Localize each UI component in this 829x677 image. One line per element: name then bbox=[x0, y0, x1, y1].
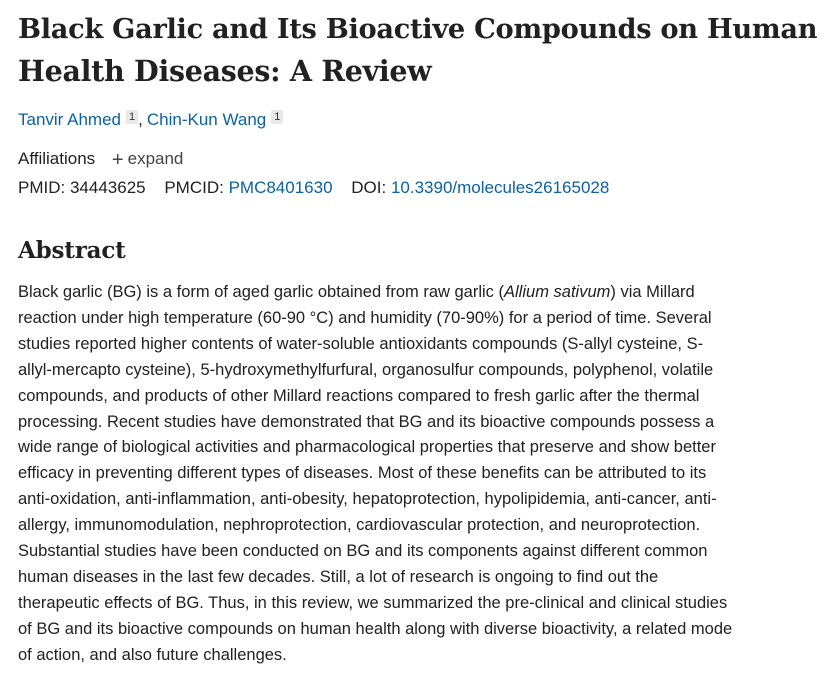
affiliations-row bbox=[18, 147, 183, 171]
abstract-text bbox=[18, 280, 818, 669]
abstract-line: of action, and also future challenges. bbox=[18, 645, 287, 664]
article-identifiers bbox=[18, 176, 609, 200]
abstract-heading: Abstract bbox=[18, 237, 126, 264]
pmid-value: 34443625 bbox=[69, 178, 146, 197]
abstract-line: reaction under high temperature (60-90 °C) and humidity (70-90%) for a period of time. Several bbox=[18, 308, 712, 327]
affiliations-label: Affiliations bbox=[18, 149, 96, 168]
abstract-line: studies reported higher contents of water-soluble antioxidants compounds (S-allyl cysteine, S- bbox=[18, 334, 704, 353]
title-line: Black Garlic and Its Bioactive Compounds on Human bbox=[18, 13, 818, 45]
article-title bbox=[18, 8, 818, 92]
pmcid-label: PMCID: bbox=[164, 178, 224, 197]
abstract-line: of BG and its bioactive compounds on human health along with diverse bioactivity, a related mode bbox=[18, 619, 733, 638]
abstract-line bbox=[18, 280, 818, 306]
author-list bbox=[18, 108, 283, 132]
abstract-line: efficacy in preventing different types of diseases. Most of these benefits can be attributed to its bbox=[18, 464, 707, 483]
title-line: Health Diseases: A Review bbox=[18, 54, 432, 88]
species-name: Allium sativum bbox=[504, 283, 611, 301]
abstract-line: Substantial studies have been conducted on BG and its components against different common bbox=[18, 542, 708, 561]
abstract-line: compounds, and products of other Millard reactions compared to fresh garlic after the thermal bbox=[18, 386, 700, 405]
author-link-chin-kun-wang[interactable]: Chin-Kun Wang bbox=[146, 110, 267, 129]
abstract-line: allergy, immunomodulation, nephroprotection, cardiovascular protection, and neuroprotection. bbox=[18, 516, 701, 535]
expand-label: expand bbox=[127, 149, 184, 168]
abstract-text-fragment: ) via Millard bbox=[610, 283, 695, 301]
doi-link[interactable]: 10.3390/molecules26165028 bbox=[390, 178, 610, 197]
doi-label: DOI: bbox=[351, 178, 387, 197]
affiliation-badge[interactable]: 1 bbox=[271, 110, 283, 124]
affiliation-badge[interactable]: 1 bbox=[126, 110, 138, 124]
abstract-line: processing. Recent studies have demonstrated that BG and its bioactive compounds possess a bbox=[18, 412, 715, 431]
author-separator: , bbox=[138, 110, 143, 129]
pmcid-link[interactable]: PMC8401630 bbox=[228, 178, 333, 197]
abstract-line: wide range of biological activities and pharmacological properties that preserve and show better bbox=[18, 438, 716, 457]
abstract-line: anti-oxidation, anti-inflammation, anti-obesity, hepatoprotection, hypolipidemia, anti-cancer, anti- bbox=[18, 490, 717, 509]
author-link-tanvir-ahmed[interactable]: Tanvir Ahmed bbox=[18, 110, 121, 129]
plus-icon: + bbox=[111, 149, 124, 171]
abstract-line: allyl-mercapto cysteine), 5-hydroxymethylfurfural, organosulfur compounds, polyphenol, volatile bbox=[18, 360, 714, 379]
pmid-label: PMID: bbox=[18, 178, 66, 197]
abstract-line: therapeutic effects of BG. Thus, in this review, we summarized the pre-clinical and clinical studies bbox=[18, 593, 728, 612]
expand-affiliations-button[interactable] bbox=[112, 147, 183, 171]
abstract-line: human diseases in the last few decades. Still, a lot of research is ongoing to find out the bbox=[18, 567, 659, 586]
abstract-text-fragment: Black garlic (BG) is a form of aged garlic obtained from raw garlic ( bbox=[18, 283, 505, 301]
